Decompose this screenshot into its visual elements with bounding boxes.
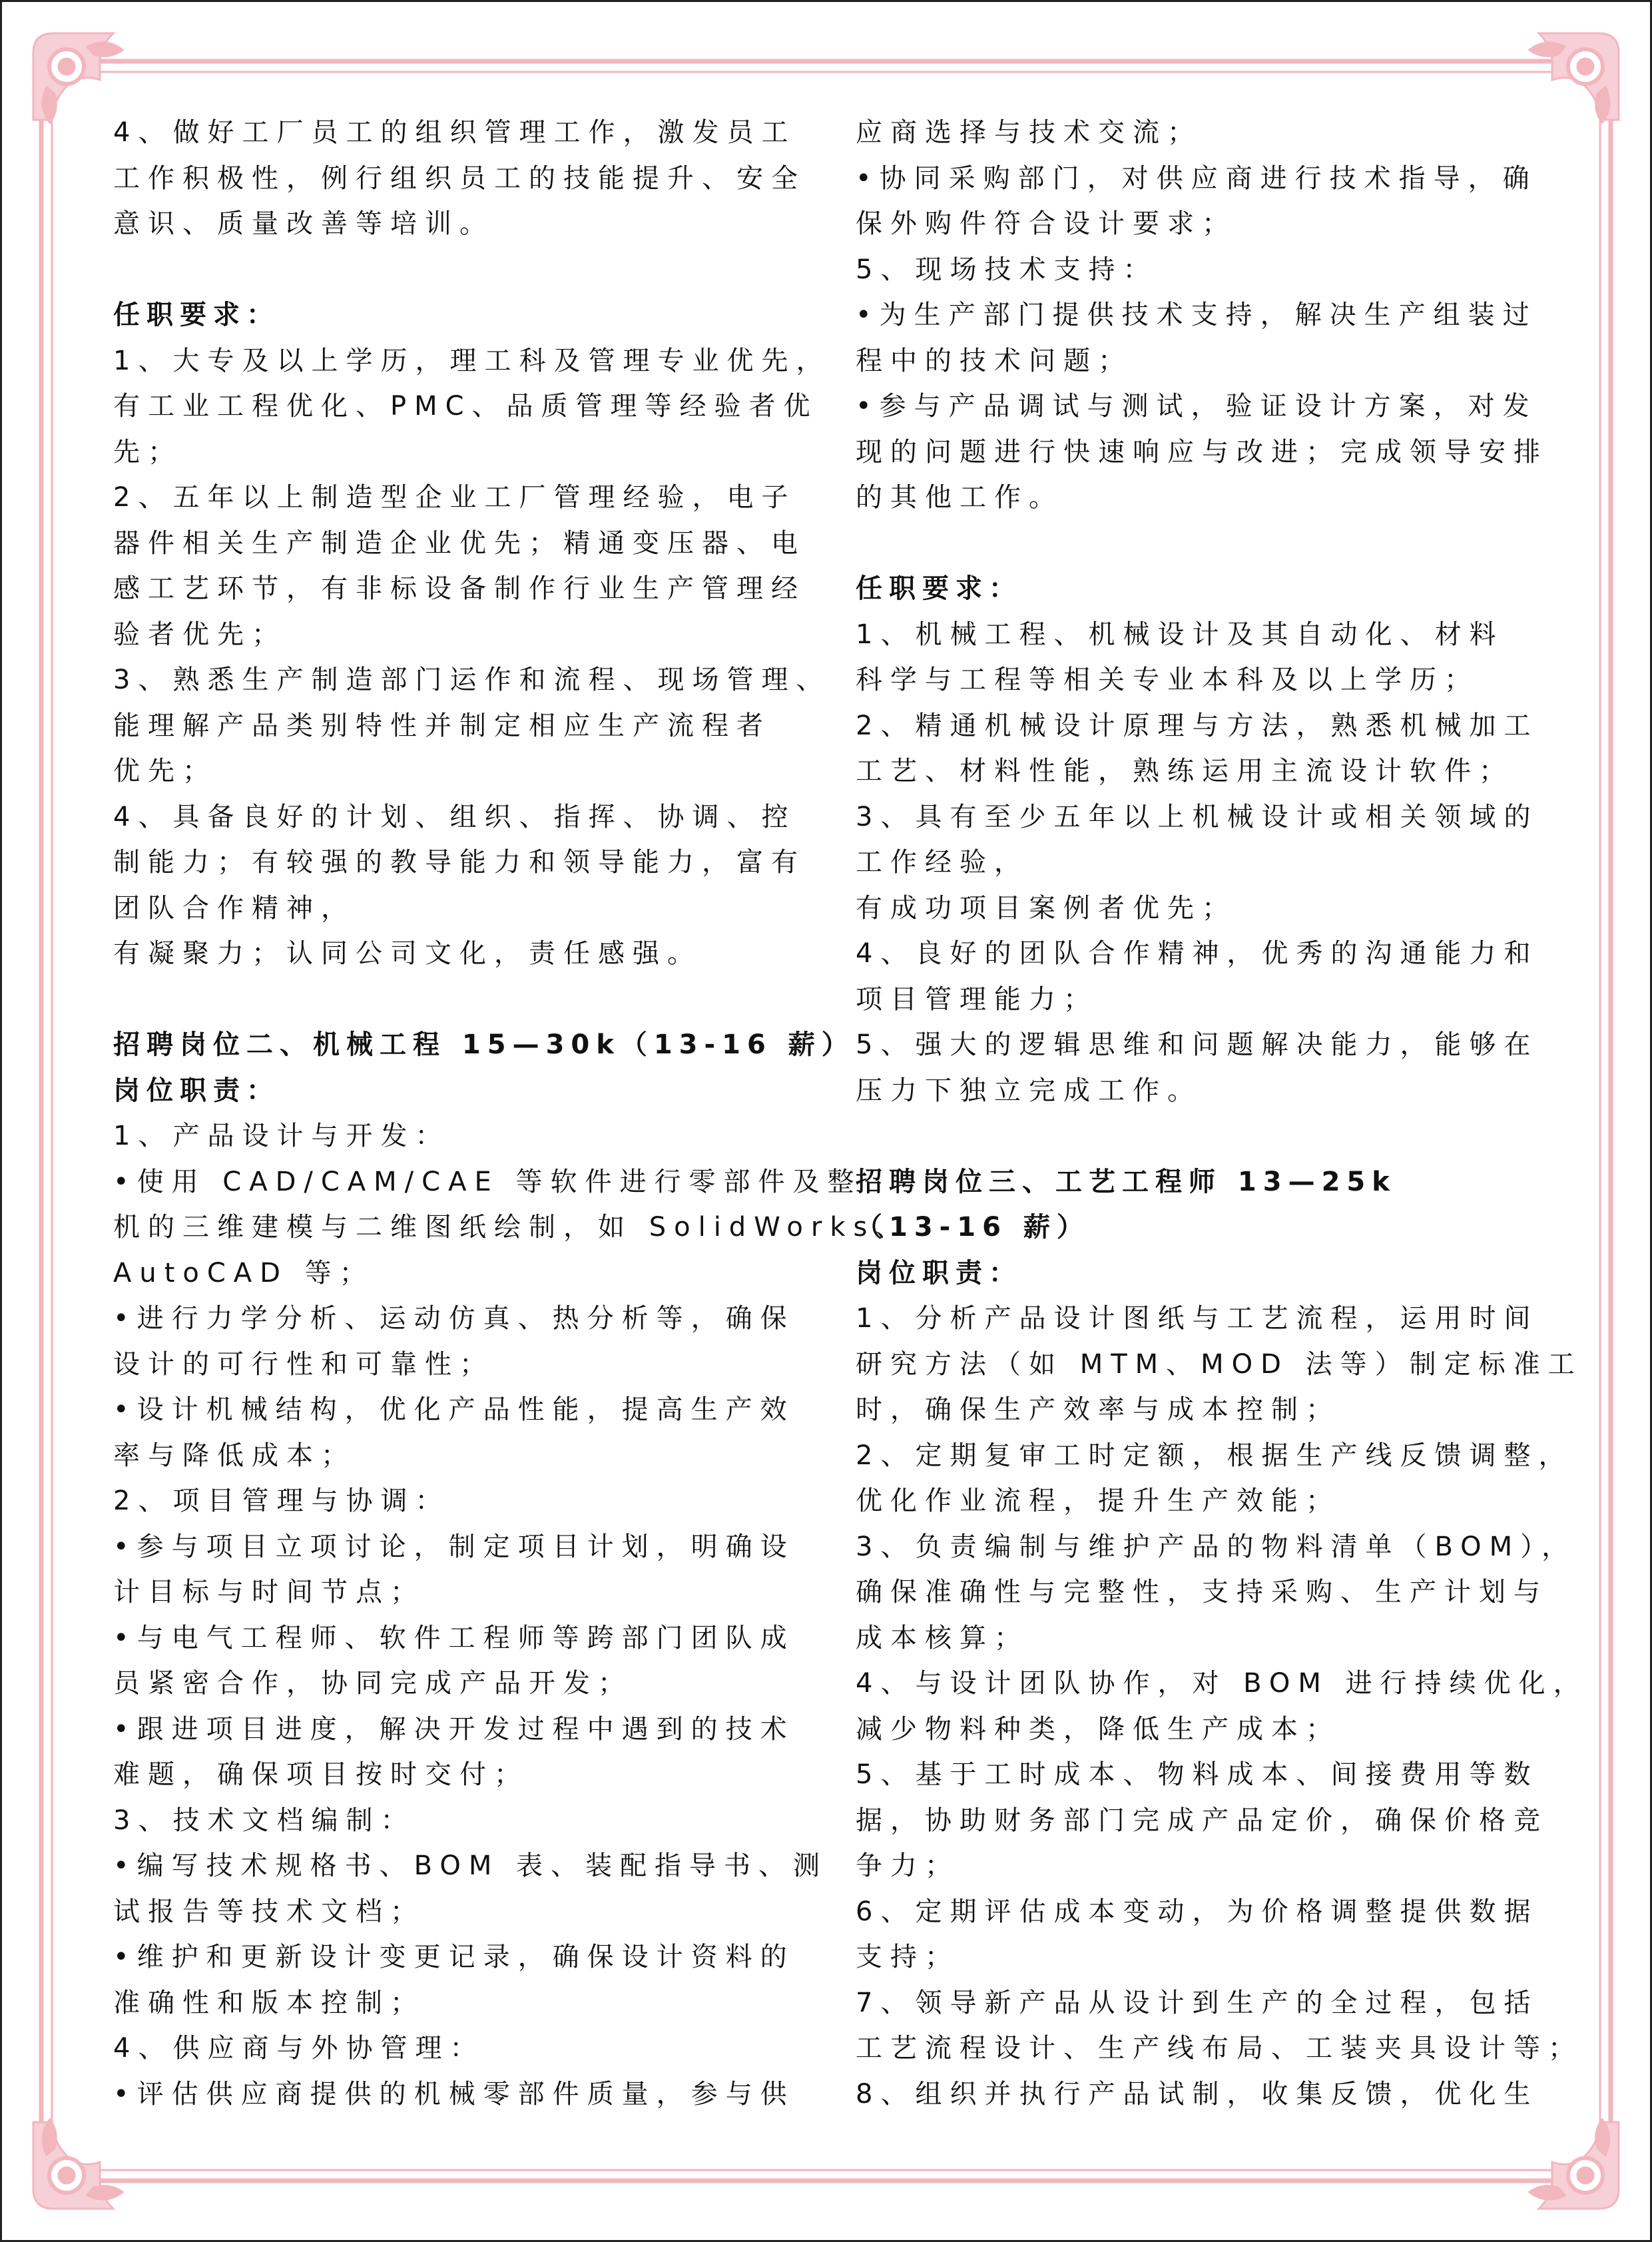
text-line: 5、基于工时成本、物料成本、间接费用等数: [856, 1759, 1539, 1790]
corner-ornament-bottom-left: [33, 2119, 123, 2209]
text-line: 7、领导新产品从设计到生产的全过程，包括: [856, 1987, 1539, 2018]
corner-ornament-bottom-right: [1529, 2119, 1619, 2209]
text-line: •维护和更新设计变更记录，确保设计资料的: [113, 1942, 795, 1972]
text-line: 计目标与时间节点；: [113, 1577, 425, 1607]
text-line: 程中的技术问题；: [856, 345, 1133, 376]
text-line: 率与降低成本；: [113, 1440, 356, 1471]
text-line: •编写技术规格书、BOM 表、装配指导书、测: [113, 1850, 828, 1881]
text-line: 设计的可行性和可靠性；: [113, 1348, 494, 1380]
text-line: 器件相关生产制造企业优先；精通变压器、电: [113, 527, 806, 559]
text-line: 3、具有至少五年以上机械设计或相关领域的: [856, 801, 1539, 832]
text-line: AutoCAD 等；: [113, 1257, 374, 1288]
text-line: •协同采购部门，对供应商进行技术指导，确: [856, 162, 1537, 194]
text-line: 工作经验，: [856, 847, 1029, 878]
paragraph-spacer: [113, 977, 806, 1023]
text-line: •使用 CAD/CAM/CAE 等软件进行零部件及整: [113, 1166, 862, 1197]
section-heading: 招聘岗位二、机械工程 15—30k（13-16 薪）: [113, 1029, 855, 1060]
text-line: •跟进项目进度，解决开发过程中遇到的技术: [113, 1713, 795, 1745]
text-line: 优化作业流程，提升生产效能；: [856, 1486, 1340, 1516]
text-line: 试报告等技术文档；: [113, 1896, 425, 1927]
section-heading: 岗位职责：: [113, 1075, 280, 1106]
section-heading: 招聘岗位三、工艺工程师 13—25k: [856, 1166, 1396, 1197]
text-line: 3、熟悉生产制造部门运作和流程、现场管理、: [113, 665, 831, 695]
text-line: 1、分析产品设计图纸与工艺流程，运用时间: [856, 1303, 1539, 1334]
text-line: 成本核算；: [856, 1622, 1029, 1653]
text-line: 意识、质量改善等培训。: [113, 208, 494, 239]
text-line: 6、定期评估成本变动，为价格调整提供数据: [856, 1896, 1539, 1927]
text-line: 的其他工作。: [856, 482, 1063, 513]
text-line: 压力下独立完成工作。: [856, 1075, 1202, 1106]
text-line: 科学与工程等相关专业本科及以上学历；: [856, 665, 1479, 695]
text-line: •为生产部门提供技术支持，解决生产组装过: [856, 300, 1537, 330]
text-line: 能理解产品类别特性并制定相应生产流程者: [113, 710, 771, 741]
text-line: 现的问题进行快速响应与改进；完成领导安排: [856, 436, 1548, 467]
corner-ornament-top-left: [33, 33, 123, 123]
text-line: 据，协助财务部门完成产品定价，确保价格竞: [856, 1805, 1548, 1836]
paragraph-spacer: [113, 247, 806, 293]
text-line: •参与产品调试与测试，验证设计方案，对发: [856, 391, 1537, 421]
text-line: 5、现场技术支持：: [856, 254, 1158, 285]
text-line: 1、机械工程、机械设计及其自动化、材料: [856, 619, 1504, 650]
text-line: 员紧密合作，协同完成产品开发；: [113, 1668, 633, 1699]
text-line: 保外购件符合设计要求；: [856, 208, 1237, 239]
text-line: 4、供应商与外协管理：: [113, 2033, 485, 2064]
text-line: 团队合作精神，: [113, 892, 356, 924]
text-line: 2、精通机械设计原理与方法，熟悉机械加工: [856, 710, 1539, 741]
text-line: 2、项目管理与协调：: [113, 1486, 450, 1516]
text-line: 工艺流程设计、生产线布局、工装夹具设计等；: [856, 2033, 1583, 2064]
text-line: 有成功项目案例者优先；: [856, 892, 1237, 924]
text-line: •设计机械结构，优化产品性能，提高生产效: [113, 1394, 795, 1425]
text-line: 工艺、材料性能，熟练运用主流设计软件；: [856, 756, 1514, 786]
text-line: 难题，确保项目按时交付；: [113, 1759, 529, 1790]
text-line: 减少物料种类，降低生产成本；: [856, 1713, 1340, 1745]
text-line: 验者优先；: [113, 619, 286, 650]
text-line: 8、组织并执行产品试制，收集反馈，优化生: [856, 2078, 1539, 2109]
text-line: •进行力学分析、运动仿真、热分析等，确保: [113, 1303, 795, 1334]
text-line: 先；: [113, 436, 182, 467]
text-line: 4、与设计团队协作，对 BOM 进行持续优化，: [856, 1668, 1588, 1699]
text-line: 机的三维建模与二维图纸绘制，如 SolidWorks、: [113, 1212, 910, 1243]
text-line: 2、五年以上制造型企业工厂管理经验，电子: [113, 482, 796, 513]
text-line: 研究方法（如 MTM、MOD 法等）制定标准工: [856, 1348, 1583, 1380]
text-line: 时，确保生产效率与成本控制；: [856, 1394, 1340, 1425]
text-line: 2、定期复审工时定额，根据生产线反馈调整，: [856, 1440, 1573, 1471]
section-heading: 岗位职责：: [856, 1257, 1022, 1288]
text-line: 工作积极性，例行组织员工的技能提升、安全: [113, 162, 806, 194]
text-line: •与电气工程师、软件工程师等跨部门团队成: [113, 1622, 795, 1653]
text-line: 支持；: [856, 1942, 960, 1972]
text-line: 4、具备良好的计划、组织、指挥、协调、控: [113, 801, 796, 832]
text-line: 有凝聚力；认同公司文化，责任感强。: [113, 938, 702, 969]
paragraph-spacer: [856, 521, 1548, 567]
text-line: 1、产品设计与开发：: [113, 1121, 450, 1151]
text-line: •评估供应商提供的机械零部件质量，参与供: [113, 2078, 795, 2109]
text-line: 1、大专及以上学历，理工科及管理专业优先，: [113, 345, 831, 376]
text-line: 4、做好工厂员工的组织管理工作，激发员工: [113, 117, 796, 148]
text-line: •参与项目立项讨论，制定项目计划，明确设: [113, 1531, 795, 1562]
text-line: 5、强大的逻辑思维和问题解决能力，能够在: [856, 1029, 1539, 1060]
text-line: 制能力；有较强的教导能力和领导能力，富有: [113, 847, 806, 878]
text-line: 项目管理能力；: [856, 983, 1098, 1015]
text-line: 确保准确性与完整性，支持采购、生产计划与: [856, 1577, 1548, 1607]
section-heading: 任职要求：: [856, 573, 1022, 604]
text-line: 优先；: [113, 756, 217, 786]
text-line: 4、良好的团队合作精神，优秀的沟通能力和: [856, 938, 1539, 969]
text-line: 应商选择与技术交流；: [856, 117, 1202, 148]
section-heading: （13-16 薪）: [856, 1212, 1090, 1243]
text-line: 准确性和版本控制；: [113, 1987, 425, 2018]
text-line: 有工业工程优化、PMC、品质管理等经验者优: [113, 391, 818, 421]
paragraph-spacer: [856, 1113, 1548, 1159]
right-text-column: [856, 110, 1588, 2117]
text-line: 感工艺环节，有非标设备制作行业生产管理经: [113, 573, 806, 604]
text-line: 3、负责编制与维护产品的物料清单（BOM），: [856, 1531, 1577, 1562]
text-line: 争力；: [856, 1850, 960, 1881]
text-line: 3、技术文档编制：: [113, 1805, 415, 1836]
section-heading: 任职要求：: [113, 300, 280, 330]
